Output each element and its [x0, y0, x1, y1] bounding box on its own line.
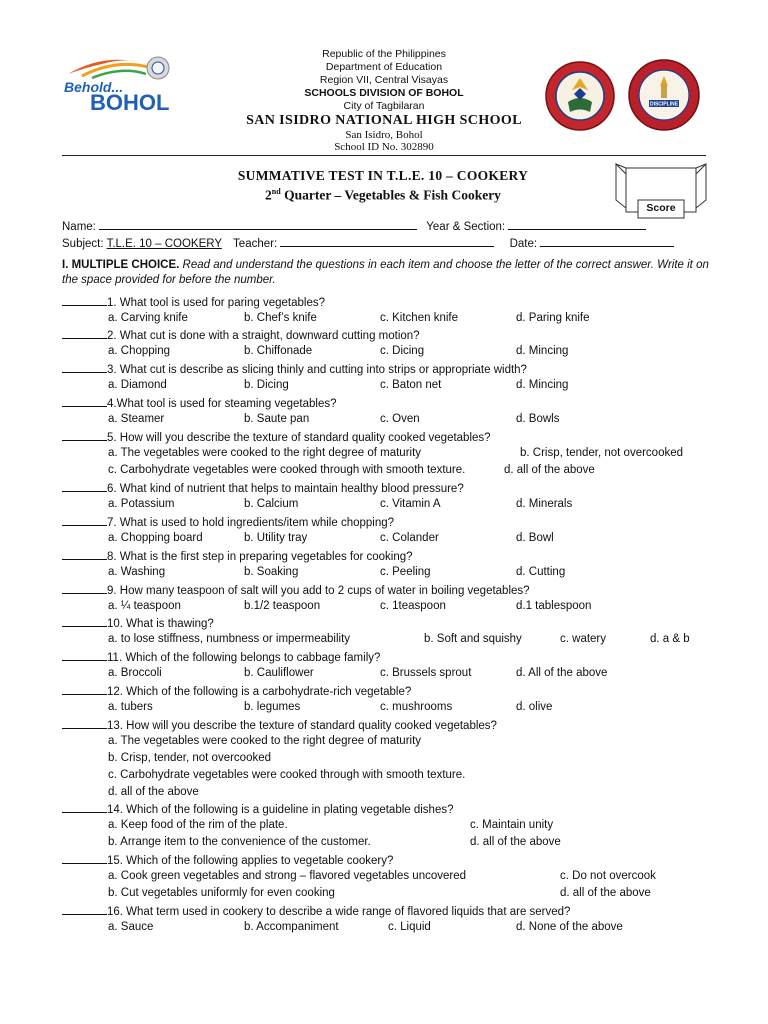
year-section-field[interactable] [508, 218, 646, 230]
question-9: 9. How many teaspoon of salt will you add to 2 cups of water in boiling vegetables? [62, 582, 530, 597]
answer-blank[interactable] [62, 683, 107, 695]
date-field[interactable] [540, 235, 674, 247]
teacher-field[interactable] [280, 235, 494, 247]
option-a: a. ¼ teaspoon [108, 600, 181, 612]
option-c: c. Peeling [380, 566, 431, 578]
option-d: d. all of the above [504, 464, 595, 476]
question-7: 7. What is used to hold ingredients/item while chopping? [62, 514, 394, 529]
logo-behold-text: Behold... [64, 79, 124, 95]
option-d: d. a & b [650, 633, 690, 645]
option-c: c. Baton net [380, 379, 442, 391]
option-b: b. Arrange item to the convenience of the customer. [108, 836, 371, 848]
option-c: c. Dicing [380, 345, 425, 357]
option-d: d. Mincing [516, 379, 569, 391]
answer-blank[interactable] [62, 615, 107, 627]
option-c: c. Do not overcook [560, 870, 656, 882]
option-a: a. Broccoli [108, 667, 162, 679]
option-d: d. All of the above [516, 667, 608, 679]
subject-label: Subject: [62, 238, 104, 250]
question-6: 6. What kind of nutrient that helps to maintain healthy blood pressure? [62, 480, 464, 495]
option-d: d.1 tablespoon [516, 600, 592, 612]
option-b: b. Chiffonade [244, 345, 313, 357]
question-3: 3. What cut is describe as slicing thinly and cutting into strips or appropriate width? [62, 361, 527, 376]
question-14: 14. Which of the following is a guideline in plating vegetable dishes? [62, 801, 454, 816]
logo-bohol-text: BOHOL [90, 90, 170, 114]
answer-blank[interactable] [62, 903, 107, 915]
option-b: b. Dicing [244, 379, 289, 391]
option-d: d. Mincing [516, 345, 569, 357]
question-15: 15. Which of the following applies to vegetable cookery? [62, 852, 393, 867]
option-a: a. Keep food of the rim of the plate. [108, 819, 288, 831]
header-division: SCHOOLS DIVISION OF BOHOL [304, 87, 464, 99]
option-d: d. Cutting [516, 566, 566, 578]
school-id: School ID No. 302890 [334, 141, 434, 153]
question-4: 4.What tool is used for steaming vegetables? [62, 395, 337, 410]
option-a: a. Diamond [108, 379, 167, 391]
answer-blank[interactable] [62, 395, 107, 407]
question-10: 10. What is thawing? [62, 615, 214, 630]
option-c: c. Maintain unity [470, 819, 554, 831]
option-a: a. Carving knife [108, 312, 188, 324]
option-d: d. olive [516, 701, 553, 713]
option-c: c. 1teaspoon [380, 600, 446, 612]
option-a: a. tubers [108, 701, 153, 713]
answer-blank[interactable] [62, 361, 107, 373]
answer-blank[interactable] [62, 852, 107, 864]
question-16: 16. What term used in cookery to describe a wide range of flavored liquids that are served? [62, 903, 570, 918]
option-d: d. Paring knife [516, 312, 590, 324]
option-b: b. Chef’s knife [244, 312, 317, 324]
behold-bohol-logo [62, 52, 184, 114]
subject-value: T.L.E. 10 – COOKERY [106, 238, 222, 250]
option-a: a. Steamer [108, 413, 165, 425]
school-name: SAN ISIDRO NATIONAL HIGH SCHOOL [246, 113, 522, 128]
answer-blank[interactable] [62, 327, 107, 339]
option-c: c. watery [560, 633, 607, 645]
option-d: d. Minerals [516, 498, 573, 510]
option-c: c. Oven [380, 413, 420, 425]
instructions-heading: I. MULTIPLE CHOICE. [62, 259, 180, 271]
question-11: 11. Which of the following belongs to cabbage family? [62, 649, 380, 664]
header-republic: Republic of the Philippines [322, 48, 446, 60]
answer-blank[interactable] [62, 801, 107, 813]
question-8: 8. What is the first step in preparing vegetables for cooking? [62, 548, 413, 563]
test-title: SUMMATIVE TEST IN T.L.E. 10 – COOKERY [237, 168, 529, 183]
option-b: b. Saute pan [244, 413, 310, 425]
option-a: a. Chopping [108, 345, 171, 357]
option-d: d. all of the above [470, 836, 561, 848]
question-1: 1. What tool is used for paring vegetables? [62, 294, 325, 309]
option-b: b.1/2 teaspoon [244, 600, 321, 612]
question-5: 5. How will you describe the texture of standard quality cooked vegetables? [62, 429, 491, 444]
option-a: a. Sauce [108, 921, 154, 933]
name-label: Name: [62, 221, 96, 233]
option-b: b. Calcium [244, 498, 299, 510]
score-label: Score [646, 202, 676, 214]
option-b: b. Cut vegetables uniformly for even cooking [108, 887, 335, 899]
option-a: a. Washing [108, 566, 166, 578]
instructions [62, 258, 712, 288]
option-d: d. all of the above [108, 786, 199, 798]
option-a: a. The vegetables were cooked to the right degree of maturity [108, 447, 422, 459]
option-a: a. to lose stiffness, numbness or impermeability [108, 633, 351, 645]
answer-blank[interactable] [62, 294, 107, 306]
header-region: Region VII, Central Visayas [319, 74, 449, 86]
option-c: c. Vitamin A [380, 498, 441, 510]
school-seal [627, 58, 701, 132]
option-c: c. Kitchen knife [380, 312, 458, 324]
option-b: b. Crisp, tender, not overcooked [520, 447, 684, 459]
option-c: c. Colander [380, 532, 439, 544]
option-b: b. legumes [244, 701, 301, 713]
option-a: a. The vegetables were cooked to the right degree of maturity [108, 735, 422, 747]
option-c: c. mushrooms [380, 701, 453, 713]
option-a: a. Potassium [108, 498, 175, 510]
option-b: b. Utility tray [244, 532, 308, 544]
option-d: d. all of the above [560, 887, 651, 899]
option-b: b. Crisp, tender, not overcooked [108, 752, 272, 764]
option-b: b. Cauliflower [244, 667, 314, 679]
instructions-text: Read and understand the questions in each item and choose the letter of the correct answer. Write it on the space provided for before the number. [62, 259, 709, 286]
answer-blank[interactable] [62, 514, 107, 526]
option-c: c. Brussels sprout [380, 667, 472, 679]
answer-blank[interactable] [62, 582, 107, 594]
question-2: 2. What cut is done with a straight, downward cutting motion? [62, 327, 420, 342]
header-deped: Department of Education [325, 61, 443, 73]
date-label: Date: [509, 238, 538, 250]
option-b: b. Soaking [244, 566, 299, 578]
school-address: San Isidro, Bohol [345, 129, 423, 141]
question-12: 12. Which of the following is a carbohydrate-rich vegetable? [62, 683, 411, 698]
answer-blank[interactable] [62, 429, 107, 441]
subject-row [62, 235, 674, 250]
option-d: d. Bowls [516, 413, 560, 425]
answer-blank[interactable] [62, 717, 107, 729]
seal-discipline-text: DISCIPLINE [649, 101, 679, 108]
name-row [62, 218, 646, 233]
option-c: c. Carbohydrate vegetables were cooked through with smooth texture. [108, 464, 466, 476]
option-c: c. Liquid [388, 921, 431, 933]
header-divider [62, 155, 706, 156]
option-d: d. None of the above [516, 921, 623, 933]
name-field[interactable] [99, 218, 417, 230]
answer-blank[interactable] [62, 548, 107, 560]
option-a: a. Cook green vegetables and strong – flavored vegetables uncovered [108, 870, 467, 882]
score-box [614, 160, 708, 224]
option-d: d. Bowl [516, 532, 554, 544]
header-city: City of Tagbilaran [343, 100, 425, 112]
option-b: b. Soft and squishy [424, 633, 522, 645]
option-c: c. Carbohydrate vegetables were cooked through with smooth texture. [108, 769, 466, 781]
option-a: a. Chopping board [108, 532, 203, 544]
question-13: 13. How will you describe the texture of standard quality cooked vegetables? [62, 717, 497, 732]
test-subtitle: 2nd Quarter – Vegetables & Fish Cookery [265, 187, 501, 203]
option-b: b. Accompaniment [244, 921, 339, 933]
answer-blank[interactable] [62, 480, 107, 492]
answer-blank[interactable] [62, 649, 107, 661]
year-section-label: Year & Section: [426, 221, 506, 233]
teacher-label: Teacher: [233, 238, 278, 250]
